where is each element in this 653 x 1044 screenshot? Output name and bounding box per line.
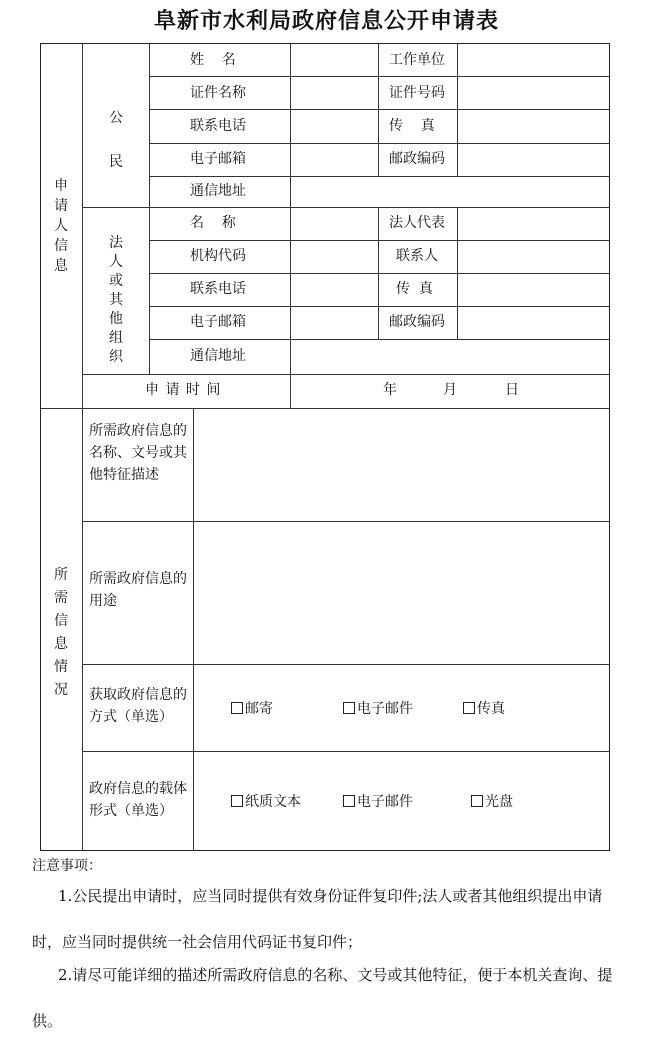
note-item-2: 2.请尽可能详细的描述所需政府信息的名称、文号或其他特征，便于本机关查询、提供。 [32, 966, 613, 1030]
format-option-disc[interactable]: 光盘 [471, 791, 513, 811]
citizen-label: 公 民 [109, 110, 123, 170]
info-needed-section-label: 所 需 信 息 情 况 [54, 567, 68, 698]
date-year-label: 年 [383, 382, 397, 398]
method-label: 获取政府信息的方式（单选） [89, 687, 187, 725]
citizen-phone-label: 联系电话 [190, 118, 246, 134]
org-code-label: 机构代码 [190, 248, 246, 264]
citizen-fax-label: 传 真 [389, 118, 435, 134]
citizen-postcode-label: 邮政编码 [389, 151, 445, 167]
org-address-label: 通信地址 [190, 348, 246, 364]
checkbox-icon [343, 702, 355, 714]
citizen-email-label: 电子邮箱 [190, 151, 246, 167]
checkbox-icon [231, 795, 243, 807]
organization-label: 法 人 或 其 他 组 织 [109, 235, 123, 365]
citizen-address-label: 通信地址 [190, 183, 246, 199]
applicant-info-section-label: 申 请 人 信 息 [54, 178, 68, 274]
description-label: 所需政府信息的名称、文号或其他特征描述 [89, 423, 187, 483]
checkbox-icon [231, 702, 243, 714]
org-fax-label: 传 真 [396, 281, 433, 297]
date-day-label: 日 [505, 382, 519, 398]
checkbox-icon [471, 795, 483, 807]
method-option-mail[interactable]: 邮寄 [231, 698, 273, 718]
id-number-label: 证件号码 [389, 85, 445, 101]
format-option-paper[interactable]: 纸质文本 [231, 791, 301, 811]
org-name-label: 名 称 [190, 215, 236, 231]
purpose-label: 所需政府信息的用途 [89, 571, 187, 609]
org-postcode-label: 邮政编码 [389, 314, 445, 330]
checkbox-icon [463, 702, 475, 714]
method-option-fax[interactable]: 传真 [463, 698, 505, 718]
date-month-label: 月 [443, 382, 457, 398]
format-label: 政府信息的载体形式（单选） [89, 781, 187, 819]
format-option-email[interactable]: 电子邮件 [343, 791, 413, 811]
method-option-email[interactable]: 电子邮件 [343, 698, 413, 718]
note-item-1: 1.公民提出申请时，应当同时提供有效身份证件复印件;法人或者其他组织提出申请时，应当同时提供统一社会信用代码证书复印件； [32, 887, 603, 951]
apply-time-label: 申 请 时 间 [145, 382, 222, 398]
employer-label: 工作单位 [389, 52, 445, 68]
legal-rep-label: 法人代表 [389, 215, 445, 231]
checkbox-icon [343, 795, 355, 807]
org-email-label: 电子邮箱 [190, 314, 246, 330]
id-name-label: 证件名称 [190, 85, 246, 101]
contact-person-label: 联系人 [396, 248, 438, 264]
form-title: 阜新市水利局政府信息公开申请表 [153, 9, 499, 34]
name-label: 姓 名 [190, 52, 236, 68]
application-form-table [40, 43, 610, 851]
org-phone-label: 联系电话 [190, 281, 246, 297]
notes-title: 注意事项： [32, 858, 102, 874]
